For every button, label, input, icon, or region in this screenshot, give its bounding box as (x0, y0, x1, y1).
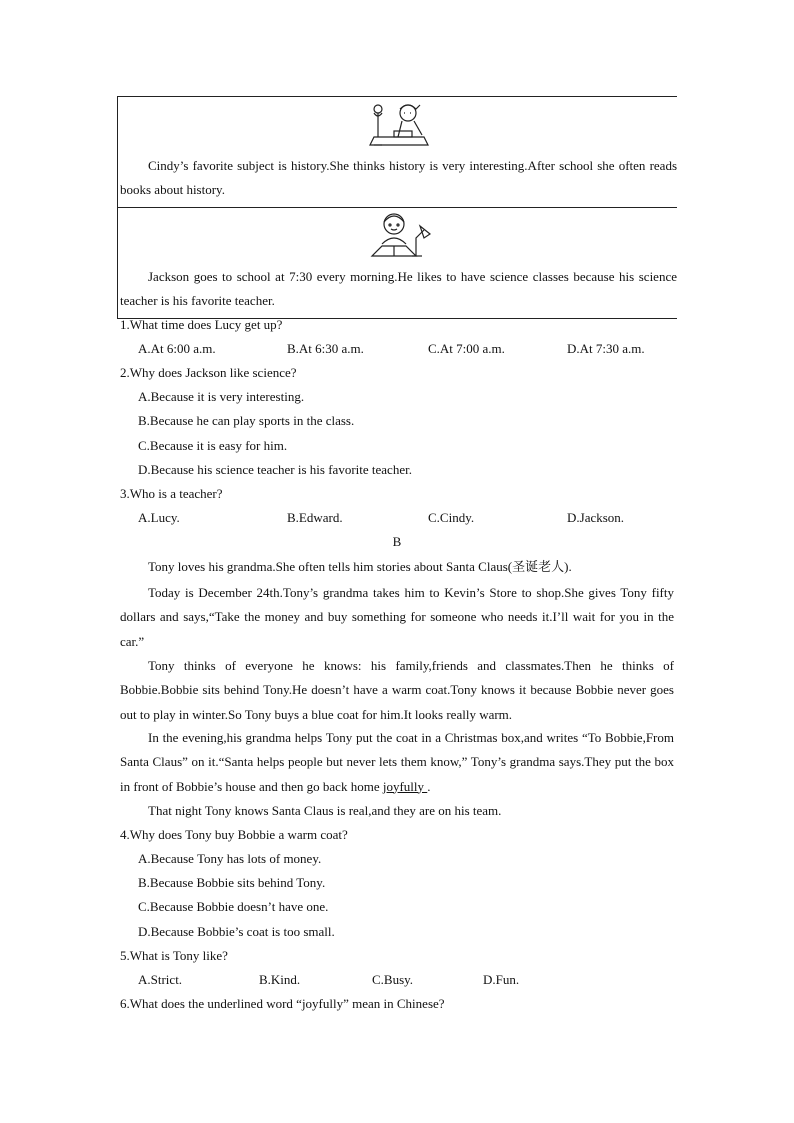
boy-studying-with-lamp-icon (364, 210, 434, 262)
passage-paragraph-3: Tony thinks of everyone he knows: his family,friends and classmates.Then he thinks of Bobbie.Bobbie sits behind Tony.He doesn’t have a warm coat.Tony knows it because Bobbie never goes out to play in winter.So Tony buys a blue coat for him.It looks really warm. (120, 658, 674, 722)
q1-option-c[interactable]: C.At 7:00 a.m. (428, 341, 505, 356)
section-b-heading: B (392, 534, 402, 549)
q5-option-c[interactable]: C.Busy. (372, 972, 414, 987)
p4-end: . (427, 778, 431, 794)
girl-reading-at-desk-icon (364, 99, 434, 151)
q3-option-c[interactable]: C.Cindy. (428, 510, 475, 525)
q2-option-c[interactable]: C.Because it is easy for him. (138, 438, 288, 453)
question-1: 1.What time does Lucy get up? (120, 317, 283, 332)
q5-option-a[interactable]: A.Strict. (138, 972, 183, 987)
question-4: 4.Why does Tony buy Bobbie a warm coat? (120, 827, 348, 842)
jackson-text: Jackson goes to school at 7:30 every morning.He likes to have science classes because his science teacher is his favorite teacher. (120, 269, 677, 308)
q3-option-b[interactable]: B.Edward. (287, 510, 343, 525)
underlined-word-joyfully: joyfully (382, 778, 428, 794)
q1-option-d[interactable]: D.At 7:30 a.m. (567, 341, 645, 356)
question-2: 2.Why does Jackson like science? (120, 365, 297, 380)
passage-paragraph-5: That night Tony knows Santa Claus is real,and they are on his team. (148, 803, 502, 818)
q2-option-a[interactable]: A.Because it is very interesting. (138, 389, 305, 404)
q4-option-b[interactable]: B.Because Bobbie sits behind Tony. (138, 875, 326, 890)
q1-option-b[interactable]: B.At 6:30 a.m. (287, 341, 364, 356)
question-3: 3.Who is a teacher? (120, 486, 223, 501)
passage-paragraph-1: Tony loves his grandma.She often tells him stories about Santa Claus(圣诞老人). (148, 559, 572, 574)
q5-option-d[interactable]: D.Fun. (483, 972, 520, 987)
passage-paragraph-4 (120, 726, 674, 799)
q2-option-b[interactable]: B.Because he can play sports in the class. (138, 413, 355, 428)
q5-option-b[interactable]: B.Kind. (259, 972, 301, 987)
question-6: 6.What does the underlined word “joyfully” mean in Chinese? (120, 996, 445, 1011)
q4-option-d[interactable]: D.Because Bobbie’s coat is too small. (138, 924, 335, 939)
p4-text: In the evening,his grandma helps Tony put the coat in a Christmas box,and writes “To Bobbie,From Santa Claus” on it.“Santa helps people but never lets them know,” Tony’s grandma says.They put the box in front of Bobbie’s house and then go back home (120, 730, 674, 794)
passage-paragraph-2: Today is December 24th.Tony’s grandma takes him to Kevin’s Store to shop.She gives Tony fifty dollars and says,“Take the money and buy something for someone who needs it.I’ll wait for you in the car.” (120, 585, 674, 649)
question-5: 5.What is Tony like? (120, 948, 228, 963)
q3-option-a[interactable]: A.Lucy. (138, 510, 180, 525)
cindy-text: Cindy’s favorite subject is history.She thinks history is very interesting.After school she often reads books about history. (120, 158, 677, 197)
table-row-cindy (117, 96, 677, 207)
q1-option-a[interactable]: A.At 6:00 a.m. (138, 341, 216, 356)
q4-option-c[interactable]: C.Because Bobbie doesn’t have one. (138, 899, 329, 914)
q3-option-d[interactable]: D.Jackson. (567, 510, 625, 525)
table-row-jackson (117, 207, 677, 319)
reading-table (117, 96, 677, 319)
q2-option-d[interactable]: D.Because his science teacher is his favorite teacher. (138, 462, 412, 477)
q4-option-a[interactable]: A.Because Tony has lots of money. (138, 851, 322, 866)
